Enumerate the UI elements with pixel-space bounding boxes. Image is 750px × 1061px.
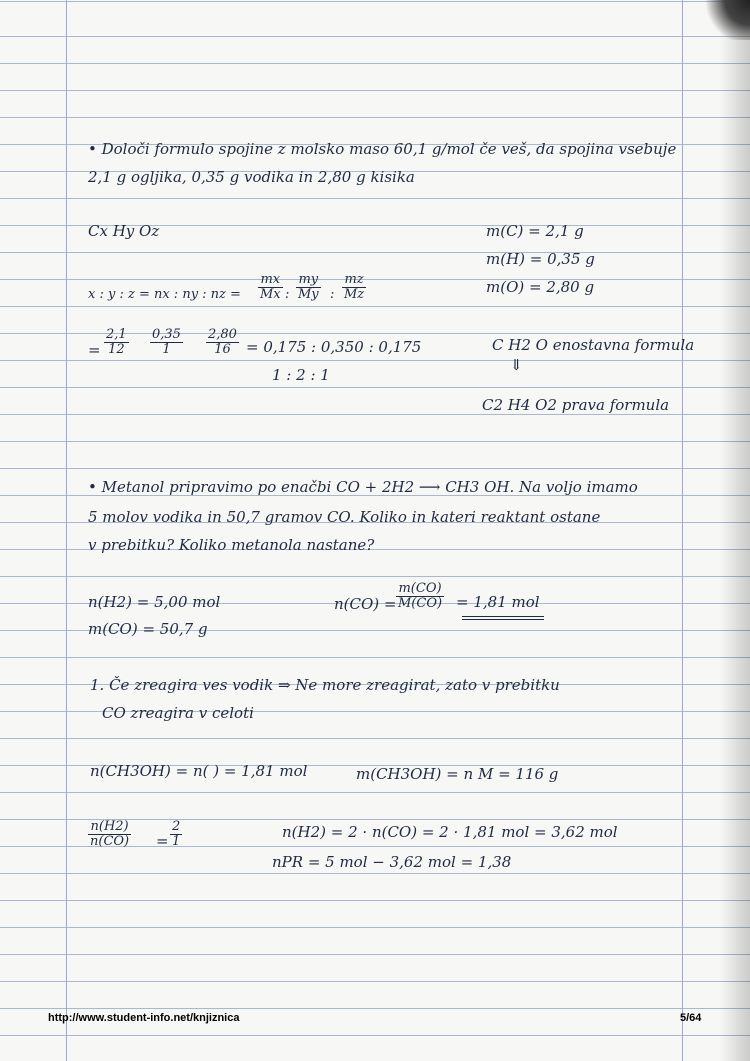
moles-co-rhs: = 1,81 mol: [456, 593, 540, 611]
fraction-numerator: m(CO): [396, 582, 444, 597]
fraction-mz-Mz: [342, 273, 366, 302]
fraction-denominator: 16: [214, 342, 231, 357]
fraction-numerator: 2,1: [106, 327, 127, 342]
ratio-colon-2: :: [330, 287, 335, 302]
fraction-denominator: n(CO): [90, 834, 130, 849]
simple-ratio: 1 : 2 : 1: [272, 366, 330, 384]
left-margin-line: [66, 0, 67, 1061]
fraction-numerator: 0,35: [152, 327, 181, 342]
moles-h2: n(H2) = 5,00 mol: [88, 593, 221, 611]
moles-co-lhs: n(CO) =: [334, 595, 397, 613]
mass-co: m(CO) = 50,7 g: [88, 620, 208, 638]
fraction-mx-Mx: [258, 273, 283, 302]
fraction-numerator: mz: [342, 273, 366, 288]
moles-h2-calc: n(H2) = 2 · n(CO) = 2 · 1,81 mol = 3,62 mol: [282, 823, 618, 841]
fraction-denominator: 12: [108, 342, 125, 357]
fraction-carbon: [104, 328, 129, 357]
fraction-denominator: Mx: [260, 287, 281, 302]
fraction-denominator: 1: [162, 342, 171, 357]
fraction-hydrogen: [150, 328, 183, 357]
fraction-numerator: 2,80: [208, 327, 237, 342]
general-formula: Cx Hy Oz: [88, 222, 160, 240]
footer-page-number: 5/64: [680, 1012, 702, 1024]
empirical-formula: C H2 O enostavna formula: [492, 336, 695, 354]
fraction-h2-co: [88, 820, 131, 849]
fraction-numerator: mx: [258, 273, 283, 288]
problem2-line2: 5 molov vodika in 50,7 gramov CO. Koliko in kateri reaktant ostane: [88, 508, 601, 526]
moles-methanol: n(CH3OH) = n( ) = 1,81 mol: [90, 762, 308, 780]
fraction-my-My: [296, 273, 321, 302]
mass-carbon: m(C) = 2,1 g: [486, 222, 584, 240]
mass-methanol: m(CH3OH) = n M = 116 g: [356, 765, 559, 783]
fraction-numerator: 2: [172, 819, 181, 834]
fraction-denominator: 1: [172, 834, 181, 849]
footer-url: http://www.student-info.net/knjiznica: [48, 1012, 240, 1024]
fraction-numerator: my: [296, 273, 321, 288]
equation-result: = 0,175 : 0,350 : 0,175: [246, 338, 422, 356]
fraction-denominator: My: [298, 287, 319, 302]
right-margin-line: [682, 0, 683, 1061]
equation-start: =: [88, 341, 101, 359]
result-underline: [462, 619, 544, 620]
problem2-line1: • Metanol pripravimo po enačbi CO + 2H2 ⟶ CH3 OH. Na voljo imamo: [88, 478, 638, 496]
arrow-down-icon: ⇓: [510, 356, 523, 374]
fraction-denominator: Mz: [344, 287, 365, 302]
fraction-numerator: n(H2): [88, 820, 131, 835]
fraction-denominator: M(CO): [398, 596, 443, 611]
mass-oxygen: m(O) = 2,80 g: [486, 278, 595, 296]
moles-excess: nPR = 5 mol − 3,62 mol = 1,38: [272, 853, 512, 871]
page-edge-shadow: [720, 0, 750, 1061]
fraction-oxygen: [206, 328, 239, 357]
ratio-colon-1: :: [285, 287, 290, 302]
step1-line1: 1. Če zreagira ves vodik ⇒ Ne more zreagirat, zato v prebitku: [90, 676, 560, 694]
true-formula: C2 H4 O2 prava formula: [482, 396, 670, 414]
result-underline: [462, 616, 544, 617]
fraction-two-one: [170, 820, 182, 849]
step1-line2: CO zreagira v celoti: [102, 704, 254, 722]
ratio-lhs: x : y : z = nx : ny : nz =: [88, 287, 241, 302]
problem1-line1: • Določi formulo spojine z molsko maso 60,1 g/mol če veš, da spojina vsebuje: [88, 140, 677, 158]
fraction-co: [396, 582, 444, 611]
ratio-equals: =: [156, 832, 169, 850]
mass-hydrogen: m(H) = 0,35 g: [486, 250, 595, 268]
problem2-line3: v prebitku? Koliko metanola nastane?: [88, 536, 375, 554]
page-corner: [690, 0, 750, 40]
problem1-line2: 2,1 g ogljika, 0,35 g vodika in 2,80 g kisika: [88, 168, 415, 186]
